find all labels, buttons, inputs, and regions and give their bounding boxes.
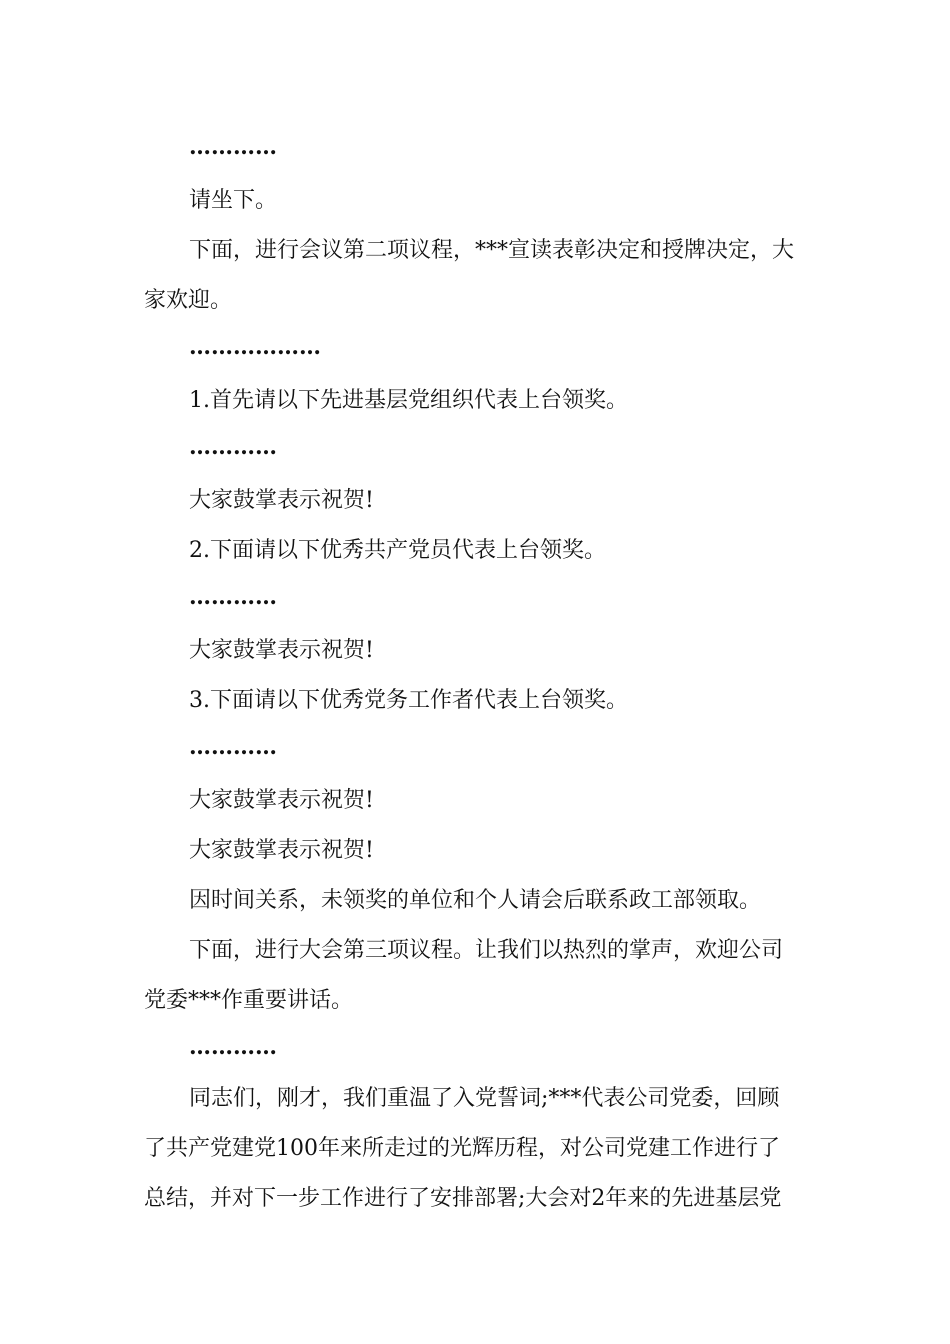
text-line: 党委***作重要讲话。 xyxy=(144,988,354,1013)
text-line: 家欢迎。 xyxy=(144,288,233,313)
text-line: 大家鼓掌表示祝贺! xyxy=(189,638,374,663)
text-line: 大家鼓掌表示祝贺! xyxy=(189,838,374,863)
text-line: 下面，进行大会第三项议程。让我们以热烈的掌声，欢迎公司 xyxy=(189,938,784,963)
ellipsis-line: ………… xyxy=(189,134,277,160)
text-line: 2.下面请以下优秀共产党员代表上台领奖。 xyxy=(189,538,606,563)
ellipsis-line: ………… xyxy=(189,734,277,760)
ellipsis-line: ………… xyxy=(189,434,277,460)
text-line: 了共产党建党100年来所走过的光辉历程，对公司党建工作进行了 xyxy=(144,1136,780,1161)
text-line: 大家鼓掌表示祝贺! xyxy=(189,488,374,513)
text-line: 1.首先请以下先进基层党组织代表上台领奖。 xyxy=(189,388,628,413)
ellipsis-line: ………… xyxy=(189,1034,277,1060)
text-line: 请坐下。 xyxy=(189,188,278,213)
text-line: 因时间关系，未领奖的单位和个人请会后联系政工部领取。 xyxy=(189,888,762,913)
text-line: 总结，并对下一步工作进行了安排部署;大会对2年来的先进基层党 xyxy=(144,1186,782,1211)
text-line: 3.下面请以下优秀党务工作者代表上台领奖。 xyxy=(189,688,628,713)
text-line: 同志们，刚才，我们重温了入党誓词;***代表公司党委，回顾 xyxy=(189,1086,780,1111)
ellipsis-line: ……………… xyxy=(189,334,321,360)
text-line: 下面，进行会议第二项议程，***宣读表彰决定和授牌决定，大 xyxy=(189,238,795,263)
text-line: 大家鼓掌表示祝贺! xyxy=(189,788,374,813)
ellipsis-line: ………… xyxy=(189,584,277,610)
